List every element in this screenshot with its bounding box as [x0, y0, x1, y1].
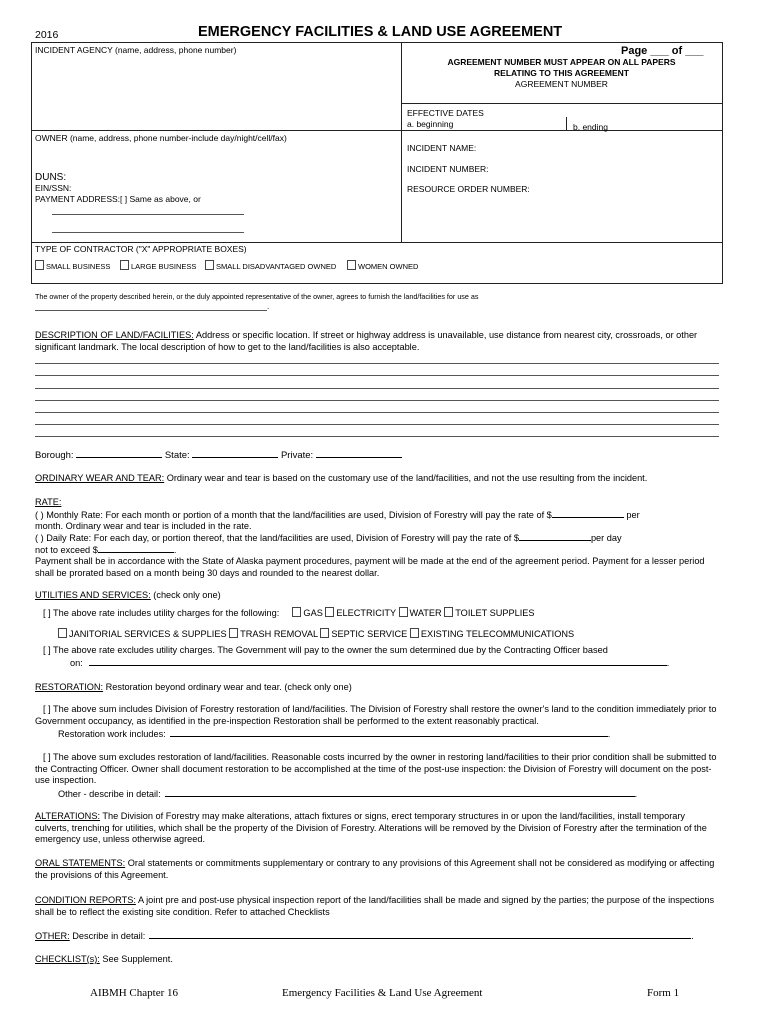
condition-reports-section: CONDITION REPORTS: A joint pre and post-use physical inspection report of the land/facilities shall be made and signed by the parties; the purpose of the inspections shall be to reflect the existing site condition. Refer to attached Checklists	[35, 895, 715, 917]
monthly-rate-row[interactable]: ( ) Monthly Rate: For each month or portion of a month that the land/facilities are used, Division of Forestry will pay the rate of $ per	[35, 510, 640, 520]
utilities-services-row[interactable]	[58, 628, 574, 640]
checklist-heading: CHECKLIST(s):	[35, 954, 100, 964]
payment-address-line-2[interactable]	[52, 232, 244, 233]
utility-water[interactable]: WATER	[399, 608, 442, 618]
contractor-option-large-business[interactable]: LARGE BUSINESS	[120, 260, 196, 271]
description-line-5[interactable]	[35, 412, 719, 413]
agreement-notice-line1: AGREEMENT NUMBER MUST APPEAR ON ALL PAPERS	[447, 57, 676, 67]
contractor-type-label: TYPE OF CONTRACTOR ("X" APPROPRIATE BOXES)	[35, 244, 247, 254]
utilities-heading-row: UTILITIES AND SERVICES: (check only one)	[35, 590, 221, 600]
checkbox-icon	[120, 260, 129, 270]
wear-section	[35, 473, 719, 485]
utility-electricity[interactable]: ELECTRICITY	[325, 608, 396, 618]
incident-agency-label: INCIDENT AGENCY (name, address, phone number)	[35, 45, 237, 55]
description-line-2[interactable]	[35, 375, 719, 376]
monthly-rate-cont: month. Ordinary wear and tear is included in the rate.	[35, 521, 252, 531]
private-label: Private:	[280, 450, 314, 461]
checkbox-icon	[229, 628, 238, 638]
payment-address-label: PAYMENT ADDRESS:[ ] Same as above, or	[35, 194, 201, 204]
payment-terms: Payment shall be in accordance with the State of Alaska payment procedures, payment will be made at the end of the agreement period. Payment for a lesser period shall be prorated based on a month being 30 days and rounded to the nearest dollar.	[35, 556, 705, 578]
owner-statement: The owner of the property described herein, or the duly appointed representative of the owner, agrees to furnish the land/facilities for use as	[35, 292, 479, 301]
rate-heading: RATE:	[35, 497, 62, 507]
condition-reports-heading: CONDITION REPORTS:	[35, 895, 136, 905]
utility-trash-removal[interactable]: TRASH REMOVAL	[229, 629, 318, 639]
agreement-notice-line2: RELATING TO THIS AGREEMENT	[494, 68, 629, 78]
checkbox-icon	[205, 260, 214, 270]
owner-label: OWNER (name, address, phone number-include day/night/cell/fax)	[35, 133, 287, 143]
location-row	[35, 449, 402, 461]
checklist-section: CHECKLIST(s): See Supplement.	[35, 954, 173, 964]
description-line-7[interactable]	[35, 436, 719, 437]
utilities-basis-field[interactable]	[89, 657, 667, 666]
not-to-exceed-field[interactable]	[98, 544, 174, 553]
borough-field[interactable]	[76, 449, 162, 458]
restoration-work-field[interactable]	[170, 728, 608, 737]
contractor-option-women-owned[interactable]: WOMEN OWNED	[347, 260, 418, 271]
restoration-includes-option[interactable]: [ ] The above sum includes Division of Forestry restoration of land/facilities. The Division of Forestry shall restore the owner's land to the condition immediately prior to Government occupancy, as identified in the pre-inspection Restoration shall be performed to the extent reasonably practical.	[35, 704, 717, 726]
utilities-excludes-cont: on: .	[70, 658, 670, 668]
description-section	[35, 330, 719, 353]
rate-heading-row	[35, 497, 719, 509]
ein-ssn-field[interactable]: EIN/SSN:	[35, 183, 72, 193]
other-field[interactable]	[149, 930, 691, 939]
restoration-excludes-option[interactable]: [ ] The above sum excludes restoration of land/facilities. Reasonable costs incurred by the owner in restoring land/facilities to their prior condition shall be submitted to the Contracting Officer. Owner shall document restoration to be accomplished at the time of the post-use inspection: the Division of Forestry will document on the post-use inspection.	[35, 752, 717, 785]
ending-date-field[interactable]: b. ending	[573, 122, 608, 132]
description-heading: DESCRIPTION OF LAND/FACILITIES:	[35, 330, 194, 340]
checkbox-icon	[444, 607, 453, 617]
description-line-3[interactable]	[35, 388, 719, 389]
right-border	[722, 42, 723, 283]
utility-toilet-supplies[interactable]: TOILET SUPPLIES	[444, 608, 534, 618]
utilities-excludes-row[interactable]: [ ] The above rate excludes utility charges. The Government will pay to the owner the sum determined due by the Contracting Officer based	[43, 645, 608, 655]
other-heading: OTHER:	[35, 931, 70, 941]
restoration-heading-row: RESTORATION: Restoration beyond ordinary wear and tear. (check only one)	[35, 682, 352, 692]
left-border	[31, 42, 32, 283]
contractor-option-small-disadvantaged[interactable]: SMALL DISADVANTAGED OWNED	[205, 260, 336, 271]
utility-septic-service[interactable]: SEPTIC SERVICE	[320, 629, 407, 639]
state-field[interactable]	[192, 449, 278, 458]
restoration-work-row: Restoration work includes: .	[58, 729, 611, 739]
beginning-date-field[interactable]: a. beginning	[407, 119, 454, 129]
utilities-includes-label: [ ] The above rate includes utility charges for the following:	[43, 608, 280, 618]
checkbox-icon	[325, 607, 334, 617]
checkbox-icon	[347, 260, 356, 270]
checkbox-icon	[292, 607, 301, 617]
contractor-option-small-business[interactable]: SMALL BUSINESS	[35, 260, 110, 271]
utility-telecommunications[interactable]: EXISTING TELECOMMUNICATIONS	[410, 629, 574, 639]
wear-text: Ordinary wear and tear is based on the customary use of the land/facilities, and not the use resulting from the incident.	[164, 473, 648, 483]
dates-divider	[401, 130, 722, 131]
restoration-heading: RESTORATION:	[35, 682, 104, 692]
restoration-other-field[interactable]	[165, 788, 635, 797]
description-line-6[interactable]	[35, 424, 719, 425]
top-border	[31, 42, 723, 43]
state-label: State:	[164, 450, 190, 461]
owner-divider	[31, 130, 401, 131]
checkbox-icon	[320, 628, 329, 638]
incident-number-field[interactable]: INCIDENT NUMBER:	[407, 164, 489, 174]
footer-form-number: Form 1	[647, 987, 680, 999]
contractor-divider	[31, 242, 723, 243]
description-line-4[interactable]	[35, 400, 719, 401]
facility-use-line[interactable]	[35, 310, 267, 311]
agreement-number-label: AGREEMENT NUMBER	[515, 79, 608, 89]
utility-janitorial[interactable]: JANITORIAL SERVICES & SUPPLIES	[58, 629, 227, 639]
footer-form-title: Emergency Facilities & Land Use Agreement	[282, 987, 483, 999]
utility-gas[interactable]: GAS	[292, 608, 322, 618]
restoration-other-row: Other - describe in detail: .	[58, 789, 638, 799]
checkbox-icon	[399, 607, 408, 617]
effective-dates-label: EFFECTIVE DATES	[407, 108, 484, 118]
facility-use-end: .	[267, 302, 270, 311]
form-year: 2016	[35, 29, 59, 41]
utilities-heading: UTILITIES AND SERVICES:	[35, 590, 151, 600]
checkbox-icon	[410, 628, 419, 638]
daily-rate-field[interactable]	[519, 532, 591, 541]
borough-label: Borough:	[35, 450, 74, 461]
description-line-1[interactable]	[35, 363, 719, 364]
monthly-rate-field[interactable]	[552, 509, 624, 518]
alterations-heading: ALTERATIONS:	[35, 811, 101, 821]
payment-address-line-1[interactable]	[52, 214, 244, 215]
footer-chapter: AIBMH Chapter 16	[90, 987, 178, 999]
alterations-section: ALTERATIONS: The Division of Forestry may make alterations, attach fixtures or signs, erect temporary structures in or upon the land/facilities, install temporary culverts, trenching for utilities, which shall be the property of the Division of Forestry. Alterations will be removed by the Division of Forestry after the termination of the emergency use, unless otherwise agreed.	[35, 811, 707, 844]
statement-divider	[31, 283, 723, 284]
not-to-exceed-row[interactable]: not to exceed $ .	[35, 545, 177, 555]
resource-order-field[interactable]: RESOURCE ORDER NUMBER:	[407, 184, 530, 194]
page-count[interactable]: Page ___ of ___	[621, 45, 704, 57]
utilities-includes-row[interactable]	[43, 607, 535, 619]
checkbox-icon	[35, 260, 44, 270]
daily-rate-row[interactable]: ( ) Daily Rate: For each day, or portion thereof, that the land/facilities are used, Division of Forestry will pay the rate of $ per day	[35, 533, 622, 543]
wear-heading: ORDINARY WEAR AND TEAR:	[35, 473, 165, 483]
checkbox-icon	[58, 628, 67, 638]
form-title: EMERGENCY FACILITIES & LAND USE AGREEMENT	[198, 24, 563, 40]
oral-statements-section: ORAL STATEMENTS: Oral statements or commitments supplementary or contrary to any provisions of this Agreement shall not be considered as modifying or affecting the provisions of this Agreement.	[35, 858, 715, 880]
oral-statements-heading: ORAL STATEMENTS:	[35, 858, 126, 868]
duns-field[interactable]: DUNS:	[35, 172, 67, 183]
other-row: OTHER: Describe in detail: .	[35, 931, 694, 941]
agreement-number-field[interactable]	[404, 90, 718, 102]
description-text: Address or specific location. If street or highway address is unavailable, use distance from nearest city, crossroads, or other significant landmark. The local description of how to get to the land/facilities is also acceptable.	[35, 330, 698, 352]
incident-name-field[interactable]: INCIDENT NAME:	[407, 143, 477, 153]
dates-split	[566, 117, 567, 131]
effective-divider	[401, 103, 722, 104]
private-field[interactable]	[316, 449, 402, 458]
